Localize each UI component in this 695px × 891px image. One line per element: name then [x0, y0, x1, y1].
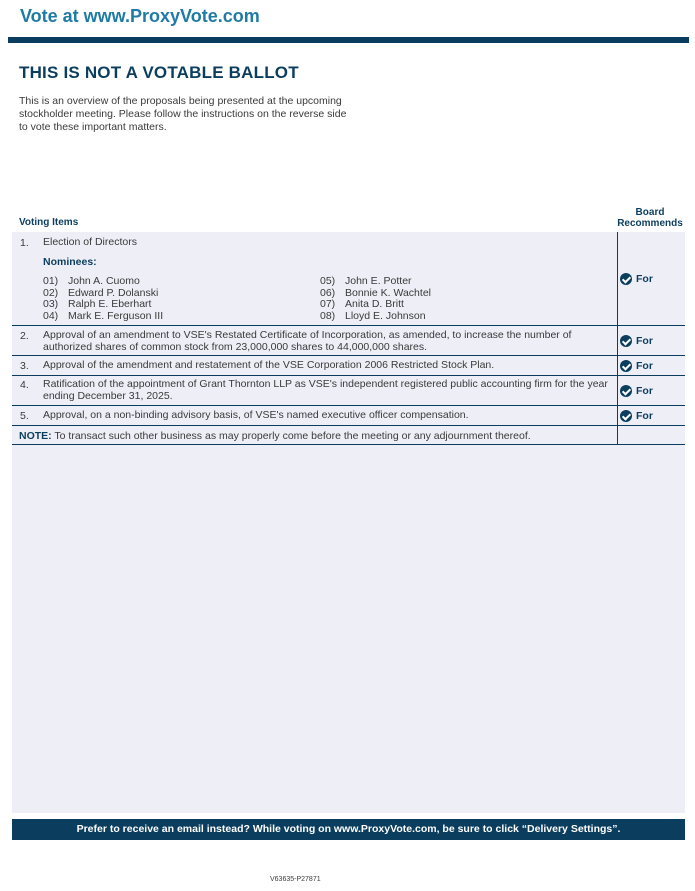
item-number: 4.	[20, 379, 29, 391]
recommend-for: For	[620, 385, 653, 397]
recommend-for: For	[620, 335, 653, 347]
row-divider	[12, 444, 685, 445]
row-divider	[12, 405, 685, 406]
check-circle-icon	[620, 335, 632, 347]
document-code: V63635-P27871	[270, 876, 321, 883]
row-divider	[12, 325, 685, 326]
board-label: Board	[635, 207, 665, 218]
item-text: Election of Directors	[43, 236, 137, 248]
row-divider	[12, 355, 685, 356]
email-delivery-banner: Prefer to receive an email instead? While voting on www.ProxyVote.com, be sure to click “Delivery Settings”.	[12, 819, 685, 840]
recommends-label: Recommends	[617, 218, 683, 229]
note-text: To transact such other business as may properly come before the meeting or any adjournment thereof.	[51, 430, 531, 442]
row-divider	[12, 425, 685, 426]
board-recommends-heading	[614, 207, 686, 229]
ballot-intro: This is an overview of the proposals being presented at the upcoming stockholder meeting. Please follow the instructions on the reverse side to vote these important matters.	[19, 95, 347, 133]
note-label: NOTE:	[19, 430, 52, 442]
item-number: 1.	[20, 237, 29, 249]
proxyvote-header: Vote at www.ProxyVote.com	[20, 6, 260, 26]
nominee-8: 08) Lloyd E. Johnson	[320, 309, 426, 322]
ballot-title: THIS IS NOT A VOTABLE BALLOT	[19, 63, 299, 82]
row-divider	[12, 375, 685, 376]
nominee-2: 02) Edward P. Dolanski	[43, 286, 159, 299]
nominee-3: 03) Ralph E. Eberhart	[43, 298, 152, 310]
check-circle-icon	[620, 360, 632, 372]
nominee-5: 05) John E. Potter	[320, 275, 412, 287]
recommend-for: For	[620, 360, 653, 372]
recommend-for: For	[620, 410, 653, 422]
item-number: 5.	[20, 410, 29, 422]
item-text: Approval of an amendment to VSE's Restated Certificate of Incorporation, as amended, to increase the number of authorized shares of common stock from 23,000,000 shares to 44,000,000 shares.	[43, 329, 572, 353]
check-circle-icon	[620, 385, 632, 397]
ballot-note	[19, 430, 531, 442]
recommend-for: For	[620, 273, 653, 285]
nominee-4: 04) Mark E. Ferguson III	[43, 309, 164, 322]
item-text: Approval, on a non-binding advisory basis, of VSE's named executive officer compensation.	[43, 409, 469, 421]
nominee-6: 06) Bonnie K. Wachtel	[320, 286, 431, 299]
item-number: 2.	[20, 330, 29, 342]
header-bar	[8, 37, 689, 43]
nominee-1: 01) John A. Cuomo	[43, 275, 140, 287]
check-circle-icon	[620, 410, 632, 422]
check-circle-icon	[620, 273, 632, 285]
item-number: 3.	[20, 360, 29, 372]
nominees-label: Nominees:	[43, 256, 97, 268]
voting-items-heading: Voting Items	[19, 217, 79, 228]
item-text: Ratification of the appointment of Grant Thornton LLP as VSE's independent registered public accounting firm for the year ending December 31, 2025.	[43, 378, 608, 402]
item-text: Approval of the amendment and restatement of the VSE Corporation 2006 Restricted Stock Plan.	[43, 359, 495, 371]
nominee-7: 07) Anita D. Britt	[320, 298, 404, 310]
recommend-column-divider	[617, 232, 618, 444]
